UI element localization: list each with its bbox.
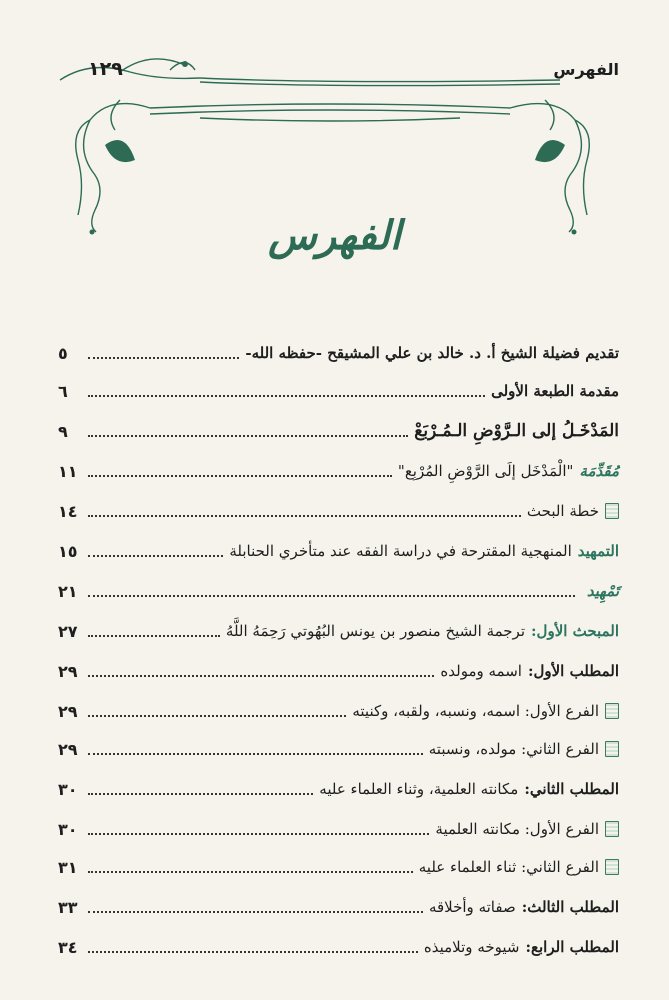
document-icon (605, 821, 619, 837)
toc-entry-content (424, 938, 619, 956)
title-block (0, 212, 669, 259)
toc-entry[interactable] (58, 576, 619, 606)
toc-entry-content (319, 780, 619, 798)
toc-entry-label: المطلب الأول: (527, 662, 619, 680)
toc-entry-text: المنهجية المقترحة في دراسة الفقه عند متأخري الحنابلة (229, 542, 572, 560)
toc-entry-text: صفاته وأخلاقه (428, 898, 516, 916)
toc-entry-label: المطلب الثالث: (521, 898, 619, 916)
document-icon (605, 503, 619, 519)
toc-leader (88, 753, 423, 755)
toc-entry-text: مقدمة الطبعة الأولى (491, 382, 619, 400)
toc-entry-page: ٣٠ (58, 819, 78, 839)
toc-leader (88, 911, 423, 913)
toc-entry-content (352, 702, 619, 720)
toc-entry-content (435, 820, 619, 838)
toc-entry[interactable] (58, 814, 619, 844)
page-header (60, 58, 619, 88)
toc-entry[interactable] (58, 338, 619, 368)
toc-entry-text: الفرع الأول: اسمه، ونسبه، ولقبه، وكنيته (352, 702, 599, 720)
toc-entry[interactable] (58, 892, 619, 922)
toc-leader (88, 793, 313, 795)
toc-leader (88, 871, 413, 873)
toc-entry-page: ٩ (58, 421, 68, 441)
toc-entry-content (229, 542, 619, 560)
toc-leader (88, 395, 485, 397)
document-icon (605, 859, 619, 875)
toc-leader (88, 833, 429, 835)
toc-entry-text: تقديم فضيلة الشيخ أ. د. خالد بن علي المشيقح -حفظه الله- (245, 344, 619, 362)
ornament-frame-icon (0, 0, 669, 320)
toc-entry[interactable] (58, 696, 619, 726)
toc-entry[interactable] (58, 496, 619, 526)
toc-entry-content (429, 898, 619, 916)
toc-entry[interactable] (58, 416, 619, 446)
toc-entry-page: ٣١ (58, 857, 78, 877)
chapter-label: الفهرس (553, 60, 619, 79)
toc-leader (88, 595, 575, 597)
toc-entry-content (527, 502, 619, 520)
toc-entry-text: مكانته العلمية، وثناء العلماء عليه (319, 780, 519, 798)
toc-entry[interactable] (58, 656, 619, 686)
toc-entry-label: المبحث الأول: (531, 622, 619, 640)
toc-leader (88, 635, 220, 637)
toc-leader (88, 951, 418, 953)
toc-entry-text: ترجمة الشيخ منصور بن يونس البُهُوتي رَحِمَهُ اللَّهُ (225, 622, 526, 640)
toc-leader (88, 675, 434, 677)
toc-entry-page: ٢٩ (58, 739, 78, 759)
toc-leader (88, 555, 223, 557)
toc-entry-page: ٢٩ (58, 701, 78, 721)
page-title: الفهرس (268, 212, 401, 259)
toc-entry[interactable] (58, 616, 619, 646)
toc-entry-text: شيوخه وتلاميذه (423, 938, 520, 956)
toc-entry[interactable] (58, 376, 619, 406)
toc-entry-page: ٢٧ (58, 621, 78, 641)
toc-entry-page: ٦ (58, 381, 68, 401)
toc-entry-content (226, 622, 619, 640)
toc-entry-label: المطلب الرابع: (525, 938, 619, 956)
toc-entry-page: ٣٠ (58, 779, 78, 799)
toc-entry-page: ٥ (58, 343, 68, 363)
toc-entry[interactable] (58, 734, 619, 764)
toc-entry-page: ٣٤ (58, 937, 78, 957)
toc-leader (88, 715, 346, 717)
toc-leader (88, 475, 392, 477)
toc-entry[interactable] (58, 932, 619, 962)
toc-entry[interactable] (58, 852, 619, 882)
page-number: ١٢٩ (88, 58, 123, 80)
toc-entry-label: التمهيد (577, 542, 619, 560)
toc-entry-page: ٢١ (58, 581, 78, 601)
document-icon (605, 703, 619, 719)
toc-entry-text: "الْمَدْخَل إلَى الرَّوْضِ المُرْبِع" (397, 462, 574, 480)
toc-entry-text: الفرع الثاني: مولده، ونسبته (428, 740, 599, 758)
toc-entry-content (398, 462, 619, 480)
toc-leader (88, 435, 408, 437)
toc-entry-page: ١٤ (58, 501, 78, 521)
toc-entry[interactable] (58, 774, 619, 804)
toc-leader (88, 357, 239, 359)
document-icon (605, 741, 619, 757)
toc-entry-label: تَمْهِيد (586, 582, 619, 600)
toc-entry-text: الفرع الثاني: ثناء العلماء عليه (418, 858, 599, 876)
toc-entry-text: المَدْخَـلُ إلى الـرَّوْضِ الـمُـرْبَعْ (414, 421, 619, 441)
toc-entry-text: خطة البحث (526, 502, 599, 520)
toc-entry-text: اسمه ومولده (440, 662, 522, 680)
toc-entry[interactable] (58, 536, 619, 566)
toc-entry-page: ٣٣ (58, 897, 78, 917)
toc-entry-text: الفرع الأول: مكانته العلمية (435, 820, 599, 838)
toc-entry[interactable] (58, 456, 619, 486)
toc-entry-content (581, 582, 619, 600)
toc-entry-content (419, 858, 619, 876)
toc-leader (88, 515, 521, 517)
toc-entry-page: ١٥ (58, 541, 78, 561)
toc-entry-page: ٢٩ (58, 661, 78, 681)
toc-entry-page: ١١ (58, 461, 78, 481)
toc-entry-label: المطلب الثاني: (524, 780, 619, 798)
toc-entry-content (440, 662, 619, 680)
toc-entry-label: مُقَدِّمَة (579, 462, 619, 480)
toc-entry-content (429, 740, 619, 758)
